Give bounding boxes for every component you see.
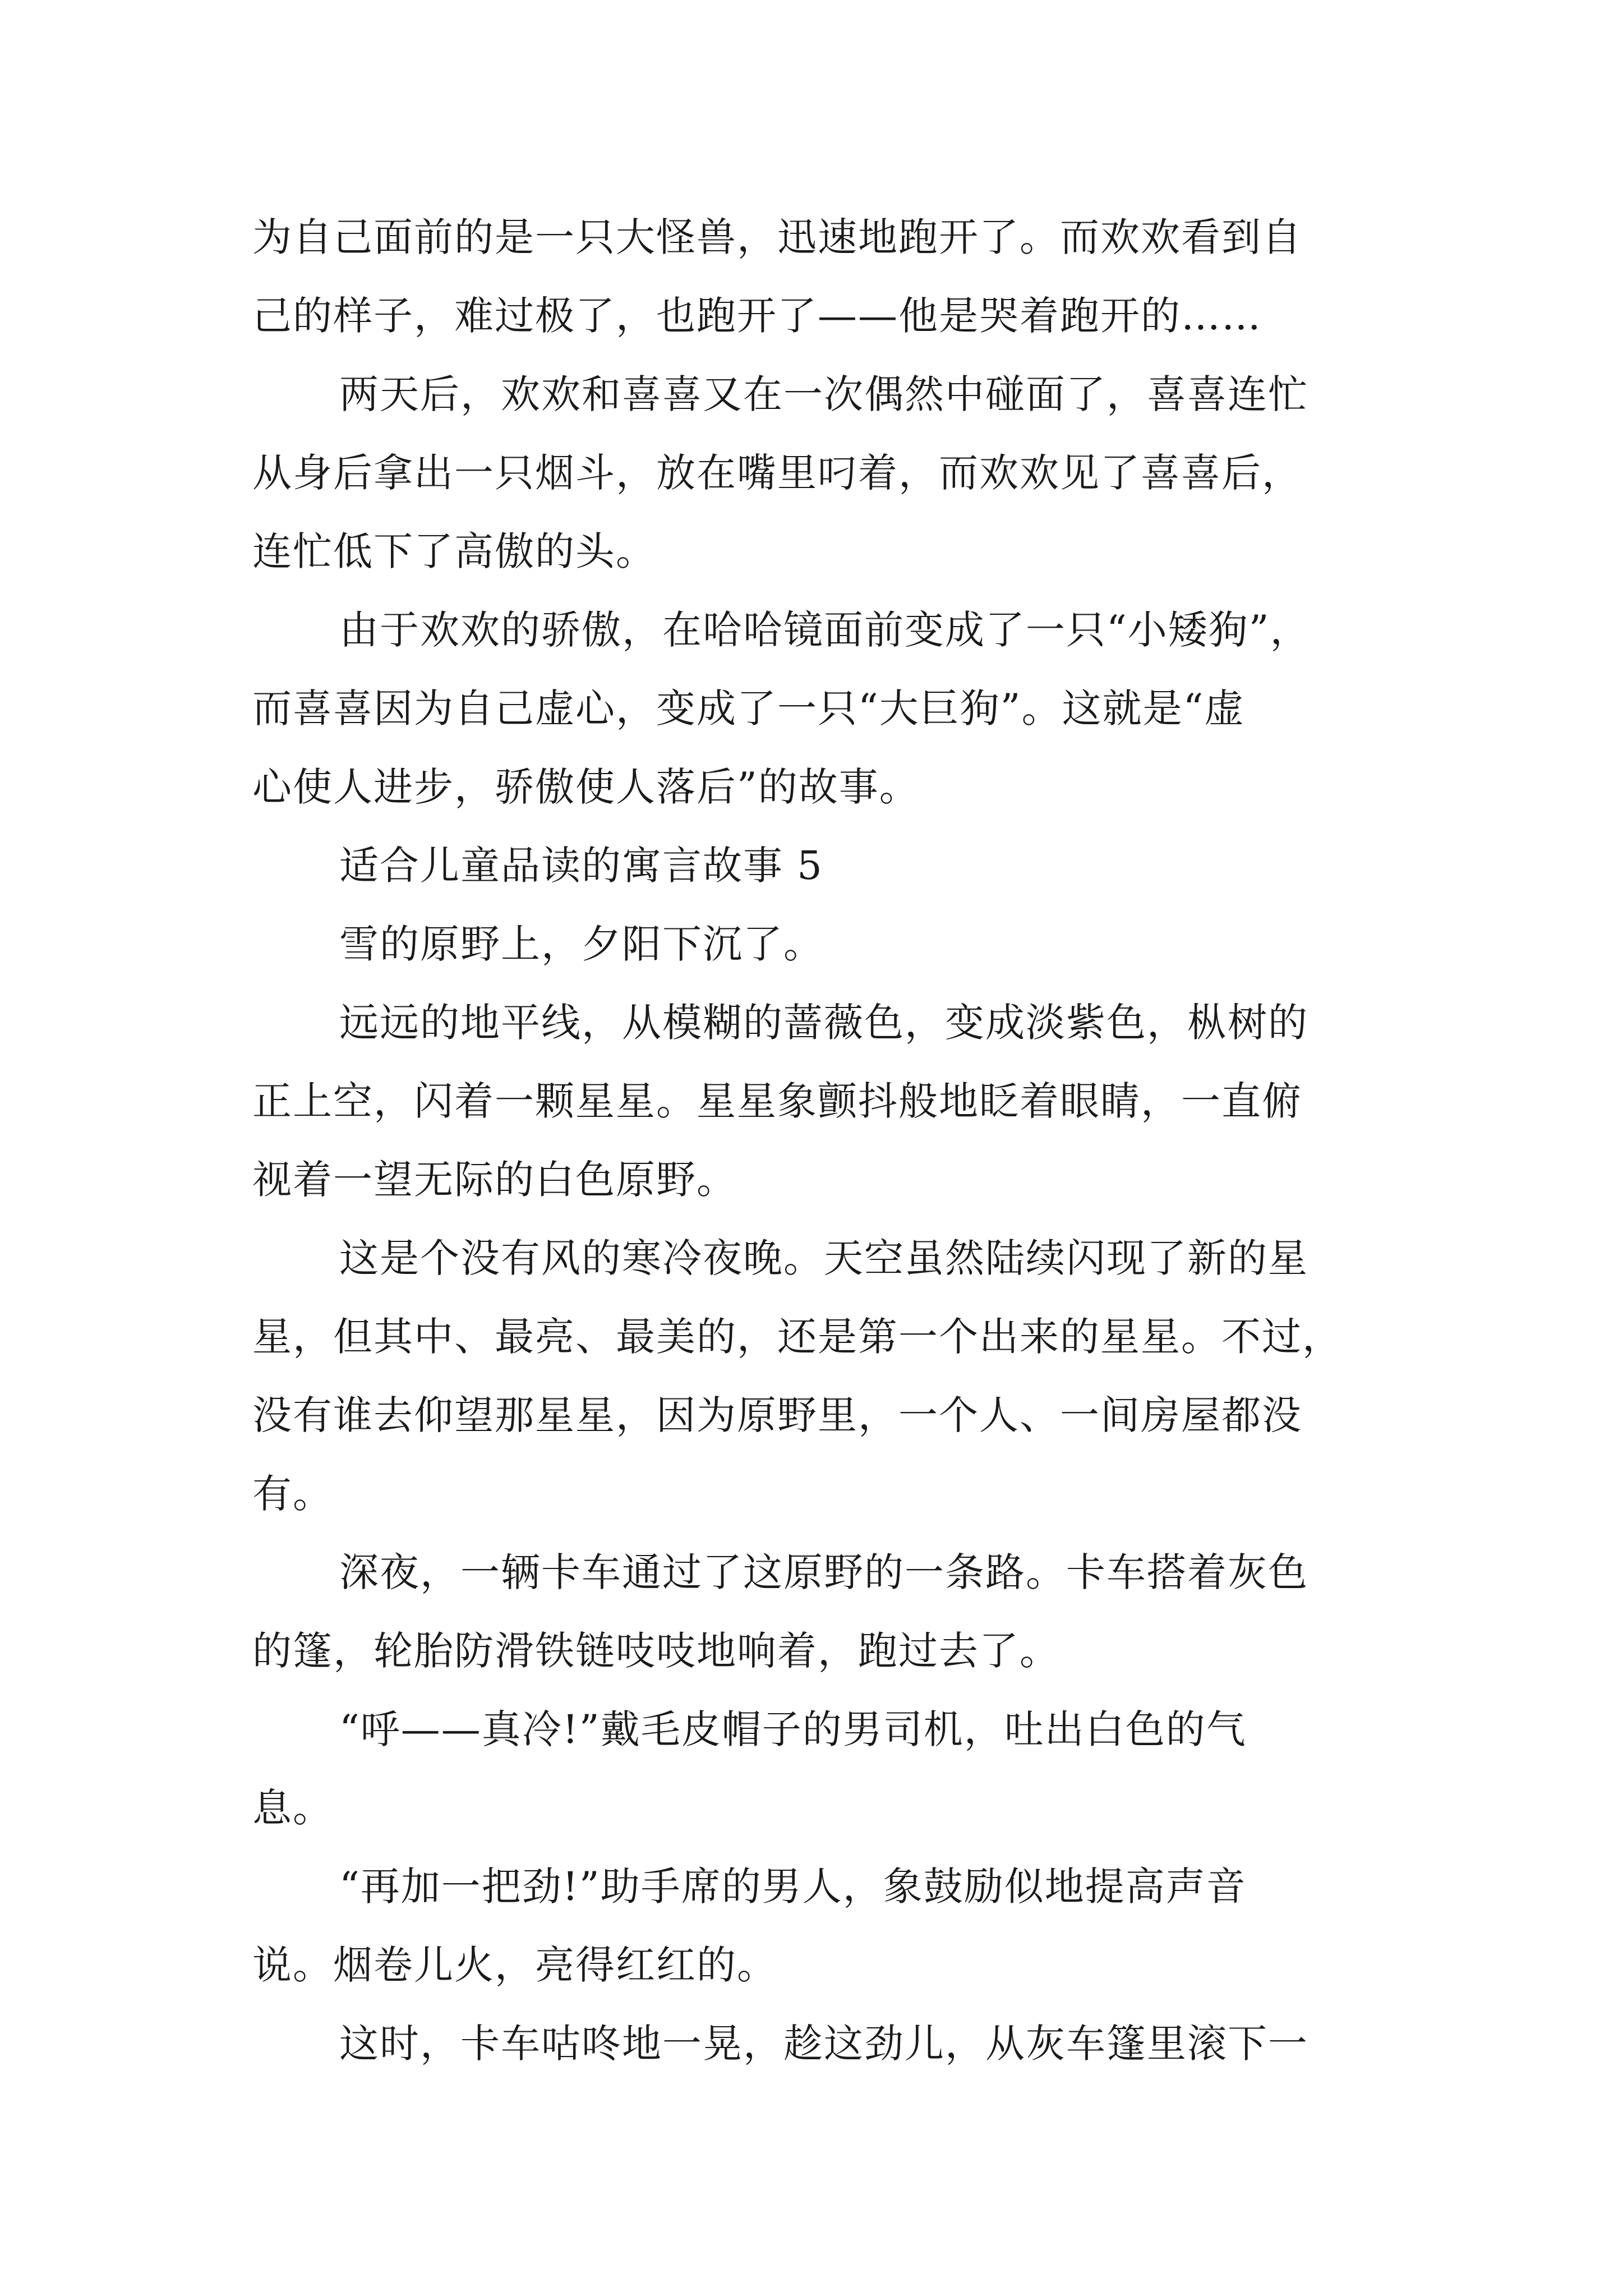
text-line: 为自己面前的是一只大怪兽，迅速地跑开了。而欢欢看到自 [252, 214, 1302, 260]
text-line: 从身后拿出一只烟斗，放在嘴里叼着，而欢欢见了喜喜后， [252, 450, 1302, 496]
text-line: 连忙低下了高傲的头。 [252, 528, 656, 574]
text-line: 雪的原野上，夕阳下沉了。 [339, 921, 824, 967]
text-line: 远远的地平线，从模糊的蔷薇色，变成淡紫色，枞树的 [339, 1000, 1308, 1046]
text-line: 没有谁去仰望那星星，因为原野里，一个人、一间房屋都没 [252, 1392, 1302, 1438]
text-line: “呼——真冷!”戴毛皮帽子的男司机，吐出白色的气 [339, 1706, 1247, 1752]
text-line: 的篷，轮胎防滑铁链吱吱地响着，跑过去了。 [252, 1628, 1060, 1674]
text-line: 星，但其中、最亮、最美的，还是第一个出来的星星。不过， [252, 1314, 1343, 1360]
text-line: 心使人进步，骄傲使人落后”的故事。 [252, 764, 920, 810]
text-line: 这时，卡车咕咚地一晃，趁这劲儿，从灰车篷里滚下一 [339, 2021, 1308, 2067]
text-line: 息。 [252, 1785, 333, 1831]
text-line: 而喜喜因为自己虚心，变成了一只“大巨狗”。这就是“虚 [252, 685, 1245, 731]
text-line: 深夜，一辆卡车通过了这原野的一条路。卡车搭着灰色 [339, 1549, 1308, 1595]
text-line: 己的样子，难过极了，也跑开了——他是哭着跑开的…… [252, 293, 1262, 339]
text-line: 正上空，闪着一颗星星。星星象颤抖般地眨着眼睛，一直俯 [252, 1078, 1302, 1124]
section-heading: 适合儿童品读的寓言故事 5 [339, 843, 823, 889]
text-line: 有。 [252, 1471, 333, 1517]
text-line: 视着一望无际的白色原野。 [252, 1157, 737, 1203]
text-line: 由于欢欢的骄傲，在哈哈镜面前变成了一只“小矮狗”， [339, 607, 1311, 653]
text-line: 这是个没有风的寒冷夜晚。天空虽然陆续闪现了新的星 [339, 1235, 1308, 1281]
text-line: “再加一把劲!”助手席的男人，象鼓励似地提高声音 [339, 1864, 1247, 1910]
text-line: 两天后，欢欢和喜喜又在一次偶然中碰面了，喜喜连忙 [339, 371, 1308, 417]
text-line: 说。烟卷儿火，亮得红红的。 [252, 1942, 777, 1988]
